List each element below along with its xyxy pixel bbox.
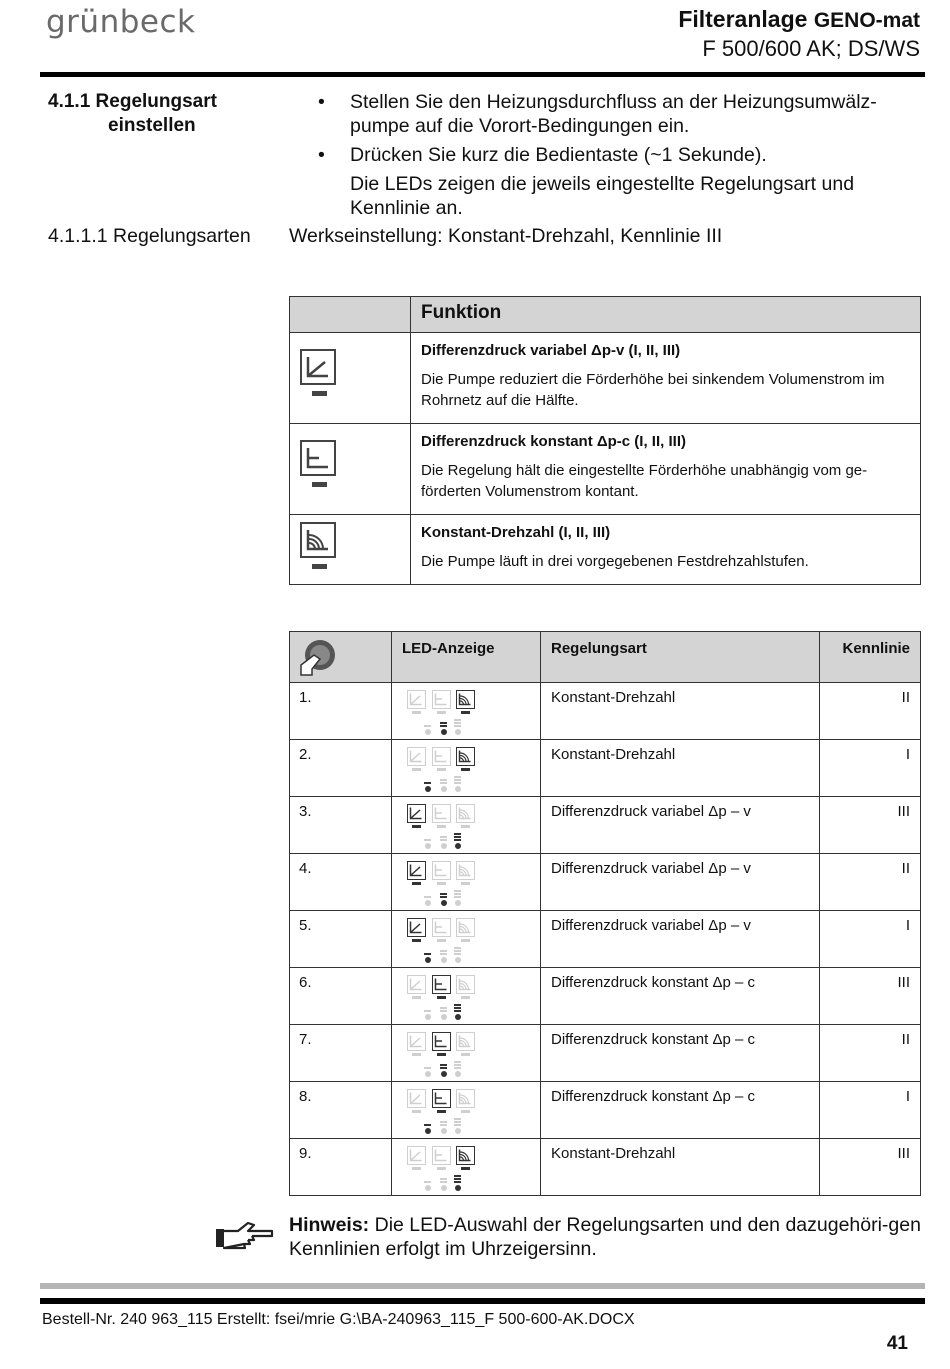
- mode-cell: Differenzdruck variabel Δp – v: [541, 797, 820, 854]
- title-part2: GENO-mat: [813, 9, 920, 32]
- level-dot-icon: [455, 1185, 461, 1191]
- diagonal-curve-led-icon: [407, 861, 426, 880]
- level-dot-icon: [455, 729, 461, 735]
- subsection-heading: 4.1.1.1 Regelungsarten: [48, 225, 251, 247]
- level-dot-icon: [425, 1014, 431, 1020]
- icon-cell: [290, 424, 411, 515]
- led-bar-icon: [412, 1167, 421, 1170]
- list-item: [318, 143, 918, 167]
- led-indicator: [392, 1139, 532, 1195]
- speed-arcs-led-icon: [456, 1089, 475, 1108]
- level-dot-icon: [455, 786, 461, 792]
- table-row: [290, 1025, 921, 1082]
- led-bar-icon: [461, 1053, 470, 1056]
- led-bar-icon: [412, 711, 421, 714]
- level-mark-icon: [454, 1061, 461, 1070]
- press-button-icon: [298, 637, 338, 679]
- note-body: Die LED-Auswahl der Regelungsarten und den dazugehöri-gen Kennlinien erfolgt im Uhrzeigersinn.: [289, 1214, 921, 1260]
- speed-arcs-led-icon: [456, 747, 475, 766]
- flat-curve-led-icon: [432, 747, 451, 766]
- led-bar-icon: [437, 825, 446, 828]
- header-divider: [40, 72, 925, 77]
- footer-text: Bestell-Nr. 240 963_115 Erstellt: fsei/mrie G:\BA-240963_115_F 500-600-AK.DOCX: [42, 1311, 635, 1328]
- level-mark-icon: [454, 776, 461, 785]
- section-heading: [48, 90, 238, 138]
- led-bar-icon: [312, 482, 327, 487]
- led-indicator: [392, 683, 532, 739]
- level-dot-icon: [441, 843, 447, 849]
- led-indicator: [392, 740, 532, 796]
- led-bar-icon: [312, 564, 327, 569]
- led-indicator-cell: [392, 854, 541, 911]
- led-indicator-cell: [392, 797, 541, 854]
- flat-curve-led-icon: [432, 861, 451, 880]
- mode-cell: Konstant-Drehzahl: [541, 683, 820, 740]
- curve-cell: III: [820, 968, 921, 1025]
- row-number: 2.: [290, 740, 392, 797]
- led-indicator-cell: [392, 740, 541, 797]
- led-bar-icon: [412, 882, 421, 885]
- function-description: [411, 515, 921, 585]
- level-dot-icon: [425, 957, 431, 963]
- bullet-icon: •: [318, 144, 325, 166]
- diagonal-curve-led-icon: [407, 918, 426, 937]
- instruction-list: [318, 90, 918, 225]
- function-title: Differenzdruck variabel Δp-v (I, II, III): [421, 342, 681, 359]
- speed-arcs-led-icon: [456, 861, 475, 880]
- footer-divider-gray: [40, 1283, 925, 1289]
- mode-cell: Differenzdruck variabel Δp – v: [541, 911, 820, 968]
- speed-arcs-led-icon: [456, 690, 475, 709]
- row-number: 8.: [290, 1082, 392, 1139]
- led-bar-icon: [412, 1110, 421, 1113]
- flat-curve-led-icon: [432, 975, 451, 994]
- function-title: Differenzdruck konstant Δp-c (I, II, III): [421, 433, 686, 450]
- level-mark-icon: [454, 1004, 461, 1013]
- level-dot-icon: [455, 843, 461, 849]
- level-mark-icon: [454, 1175, 461, 1184]
- document-subtitle: F 500/600 AK; DS/WS: [702, 36, 920, 61]
- function-text: Die Regelung hält die eingestellte Förderhöhe unabhängig vom ge-förderten Volumenstrom kontant.: [421, 462, 868, 500]
- led-indicator: [392, 854, 532, 910]
- curve-cell: I: [820, 1082, 921, 1139]
- led-bar-icon: [412, 1053, 421, 1056]
- level-mark-icon: [424, 1124, 431, 1127]
- level-mark-icon: [424, 725, 431, 728]
- function-title: Konstant-Drehzahl (I, II, III): [421, 524, 611, 541]
- level-dot-icon: [455, 900, 461, 906]
- level-mark-icon: [424, 839, 431, 842]
- diagonal-curve-icon: [300, 349, 336, 385]
- level-mark-icon: [440, 1178, 447, 1184]
- led-bar-icon: [437, 768, 446, 771]
- list-item-continuation: Die LEDs zeigen die jeweils eingestellte Regelungsart und Kennlinie an.: [350, 173, 855, 219]
- level-mark-icon: [424, 782, 431, 785]
- mode-column-header: Regelungsart: [541, 632, 820, 683]
- function-text: Die Pumpe reduziert die Förderhöhe bei sinkendem Volumenstrom im Rohrnetz auf die Hälfte.: [421, 371, 885, 409]
- speed-arcs-led-icon: [456, 975, 475, 994]
- row-number: 6.: [290, 968, 392, 1025]
- speed-arcs-led-icon: [456, 804, 475, 823]
- level-dot-icon: [441, 957, 447, 963]
- level-mark-icon: [440, 1121, 447, 1127]
- led-bar-icon: [461, 939, 470, 942]
- row-number: 3.: [290, 797, 392, 854]
- list-item: [318, 90, 918, 138]
- led-indicator: [392, 968, 532, 1024]
- level-dot-icon: [455, 1128, 461, 1134]
- led-indicator-cell: [392, 911, 541, 968]
- document-title: [678, 6, 920, 33]
- led-bar-icon: [312, 391, 327, 396]
- flat-curve-led-icon: [432, 804, 451, 823]
- section-number: 4.1.1: [48, 91, 91, 112]
- list-item-text: Drücken Sie kurz die Bedientaste (~1 Sekunde).: [350, 144, 767, 166]
- diagonal-curve-led-icon: [407, 747, 426, 766]
- mode-cell: Differenzdruck konstant Δp – c: [541, 968, 820, 1025]
- level-dot-icon: [425, 900, 431, 906]
- led-indicator-cell: [392, 1025, 541, 1082]
- mode-cell: Differenzdruck konstant Δp – c: [541, 1025, 820, 1082]
- led-bar-icon: [412, 996, 421, 999]
- page-number: 41: [886, 1333, 908, 1354]
- level-mark-icon: [424, 1067, 431, 1070]
- level-dot-icon: [441, 1185, 447, 1191]
- curve-cell: II: [820, 1025, 921, 1082]
- led-bar-icon: [412, 825, 421, 828]
- diagonal-curve-led-icon: [407, 1032, 426, 1051]
- led-indicator: [392, 797, 532, 853]
- level-dot-icon: [425, 1185, 431, 1191]
- level-mark-icon: [454, 890, 461, 899]
- led-bar-icon: [437, 939, 446, 942]
- section-title-line1: Regelungsart: [95, 91, 217, 112]
- speed-arcs-icon: [300, 522, 336, 558]
- row-number: 4.: [290, 854, 392, 911]
- speed-arcs-led-icon: [456, 1032, 475, 1051]
- level-mark-icon: [454, 1118, 461, 1127]
- led-bar-icon: [412, 939, 421, 942]
- speed-arcs-led-icon: [456, 918, 475, 937]
- empty-header-cell: [290, 297, 411, 333]
- table-row: [290, 740, 921, 797]
- level-dot-icon: [441, 1014, 447, 1020]
- level-dot-icon: [441, 1128, 447, 1134]
- row-number: 9.: [290, 1139, 392, 1196]
- led-bar-icon: [461, 711, 470, 714]
- diagonal-curve-led-icon: [407, 975, 426, 994]
- led-bar-icon: [437, 996, 446, 999]
- level-dot-icon: [441, 900, 447, 906]
- level-mark-icon: [454, 719, 461, 728]
- led-indicator-cell: [392, 683, 541, 740]
- function-description: [411, 424, 921, 515]
- table-row: [290, 911, 921, 968]
- diagonal-curve-led-icon: [407, 1146, 426, 1165]
- diagonal-curve-led-icon: [407, 1089, 426, 1108]
- led-indicator-cell: [392, 1082, 541, 1139]
- header-icon-cell: [290, 632, 392, 683]
- row-number: 5.: [290, 911, 392, 968]
- level-mark-icon: [440, 1007, 447, 1013]
- icon-cell: [290, 515, 411, 585]
- list-item-text: Stellen Sie den Heizungsdurchfluss an der Heizungsumwälz-pumpe auf die Vorort-Bedingungen ein.: [350, 91, 877, 137]
- row-number: 7.: [290, 1025, 392, 1082]
- table-row: [290, 683, 921, 740]
- led-indicator-cell: [392, 1139, 541, 1196]
- level-dot-icon: [455, 957, 461, 963]
- row-number: 1.: [290, 683, 392, 740]
- function-table: [289, 296, 921, 585]
- flat-curve-led-icon: [432, 1089, 451, 1108]
- level-mark-icon: [424, 896, 431, 899]
- pointing-hand-icon: [214, 1219, 276, 1253]
- level-dot-icon: [441, 729, 447, 735]
- mode-cell: Konstant-Drehzahl: [541, 1139, 820, 1196]
- footer-divider-black: [40, 1298, 925, 1304]
- curve-cell: I: [820, 740, 921, 797]
- led-bar-icon: [461, 996, 470, 999]
- mode-cell: Differenzdruck konstant Δp – c: [541, 1082, 820, 1139]
- curve-cell: III: [820, 1139, 921, 1196]
- level-dot-icon: [455, 1014, 461, 1020]
- level-dot-icon: [441, 786, 447, 792]
- note-label: Hinweis:: [289, 1214, 370, 1236]
- level-mark-icon: [440, 1064, 447, 1070]
- led-bar-icon: [461, 1110, 470, 1113]
- flat-curve-led-icon: [432, 690, 451, 709]
- level-mark-icon: [440, 836, 447, 842]
- level-mark-icon: [440, 950, 447, 956]
- level-dot-icon: [425, 729, 431, 735]
- flat-curve-icon: [300, 440, 336, 476]
- flat-curve-led-icon: [432, 918, 451, 937]
- led-bar-icon: [461, 882, 470, 885]
- level-mark-icon: [454, 947, 461, 956]
- function-description: [411, 333, 921, 424]
- led-bar-icon: [437, 711, 446, 714]
- factory-setting-text: Werkseinstellung: Konstant-Drehzahl, Kennlinie III: [289, 225, 723, 247]
- led-bar-icon: [461, 1167, 470, 1170]
- function-column-header: Funktion: [411, 297, 921, 333]
- curve-cell: II: [820, 854, 921, 911]
- led-bar-icon: [461, 768, 470, 771]
- icon-cell: [290, 333, 411, 424]
- level-mark-icon: [424, 953, 431, 956]
- led-table: [289, 631, 921, 1196]
- curve-cell: III: [820, 797, 921, 854]
- level-dot-icon: [425, 1071, 431, 1077]
- level-mark-icon: [454, 833, 461, 842]
- curve-column-header: Kennlinie: [820, 632, 921, 683]
- led-bar-icon: [412, 768, 421, 771]
- led-bar-icon: [437, 1167, 446, 1170]
- led-indicator: [392, 1025, 532, 1081]
- led-bar-icon: [437, 1110, 446, 1113]
- diagonal-curve-led-icon: [407, 690, 426, 709]
- led-bar-icon: [437, 1053, 446, 1056]
- table-row: [290, 1139, 921, 1196]
- level-dot-icon: [455, 1071, 461, 1077]
- curve-cell: II: [820, 683, 921, 740]
- level-mark-icon: [424, 1181, 431, 1184]
- level-dot-icon: [425, 786, 431, 792]
- diagonal-curve-led-icon: [407, 804, 426, 823]
- level-dot-icon: [425, 843, 431, 849]
- curve-cell: I: [820, 911, 921, 968]
- note-text: [289, 1213, 924, 1261]
- led-bar-icon: [437, 882, 446, 885]
- level-mark-icon: [440, 722, 447, 728]
- level-mark-icon: [440, 779, 447, 785]
- flat-curve-led-icon: [432, 1146, 451, 1165]
- level-dot-icon: [425, 1128, 431, 1134]
- level-dot-icon: [441, 1071, 447, 1077]
- mode-cell: Konstant-Drehzahl: [541, 740, 820, 797]
- brand-logo: grünbeck: [46, 4, 196, 40]
- function-text: Die Pumpe läuft in drei vorgegebenen Festdrehzahlstufen.: [421, 553, 809, 570]
- led-indicator: [392, 911, 532, 967]
- section-title-line2: einstellen: [108, 115, 196, 136]
- led-column-header: LED-Anzeige: [392, 632, 541, 683]
- mode-cell: Differenzdruck variabel Δp – v: [541, 854, 820, 911]
- table-row: [290, 968, 921, 1025]
- level-mark-icon: [424, 1010, 431, 1013]
- title-part1: Filteranlage: [678, 6, 808, 32]
- led-indicator: [392, 1082, 532, 1138]
- led-indicator-cell: [392, 968, 541, 1025]
- flat-curve-led-icon: [432, 1032, 451, 1051]
- table-row: [290, 1082, 921, 1139]
- table-row: [290, 854, 921, 911]
- table-row: [290, 797, 921, 854]
- led-bar-icon: [461, 825, 470, 828]
- speed-arcs-led-icon: [456, 1146, 475, 1165]
- bullet-icon: •: [318, 91, 325, 113]
- level-mark-icon: [440, 893, 447, 899]
